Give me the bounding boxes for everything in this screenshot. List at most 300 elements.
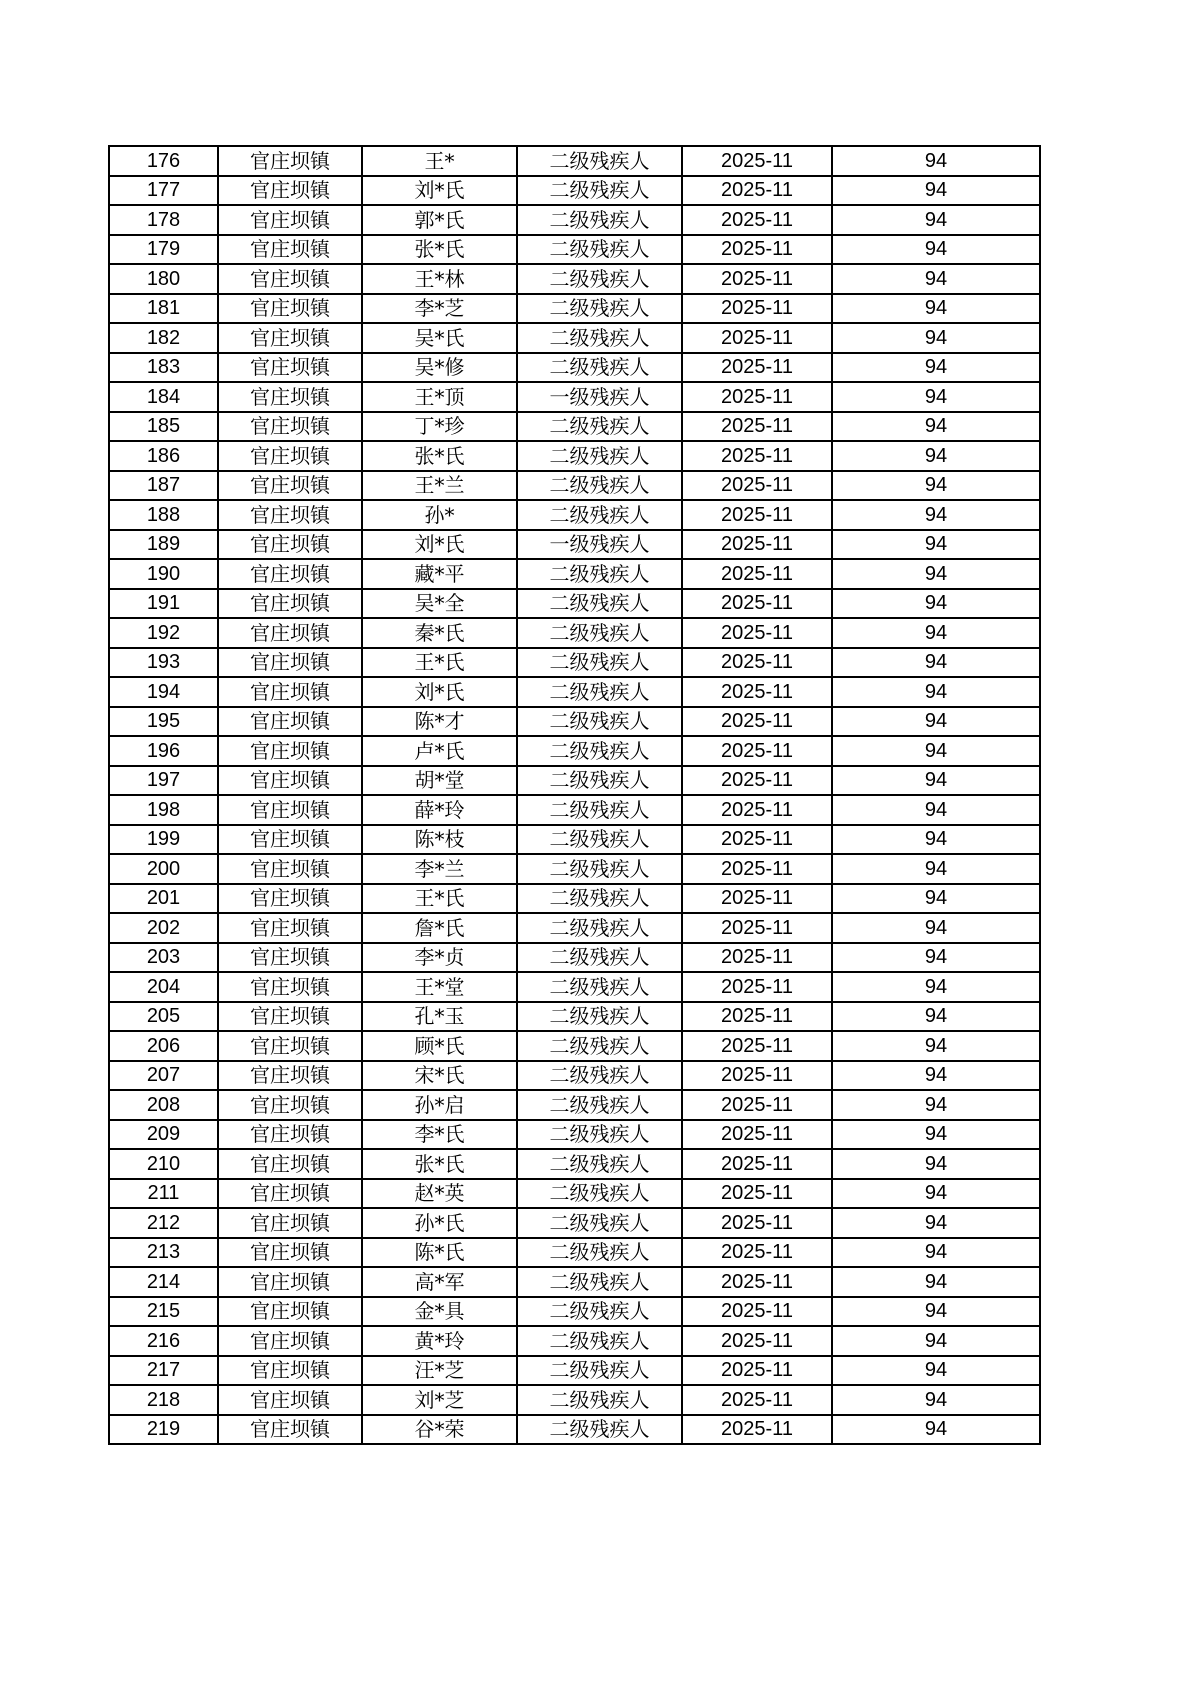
cell-amount: 94 [832, 559, 1040, 589]
cell-payment-month: 2025-11 [682, 677, 832, 707]
cell-person-name: 刘*芝 [362, 1385, 517, 1415]
cell-serial-number: 184 [109, 382, 218, 412]
cell-town: 官庄坝镇 [218, 500, 362, 530]
cell-payment-month: 2025-11 [682, 1238, 832, 1268]
cell-disability-level: 二级残疾人 [517, 884, 682, 914]
cell-payment-month: 2025-11 [682, 1090, 832, 1120]
cell-person-name: 卢*氏 [362, 736, 517, 766]
cell-person-name: 詹*氏 [362, 913, 517, 943]
cell-serial-number: 190 [109, 559, 218, 589]
cell-disability-level: 二级残疾人 [517, 943, 682, 973]
cell-payment-month: 2025-11 [682, 1031, 832, 1061]
cell-person-name: 胡*堂 [362, 766, 517, 796]
cell-town: 官庄坝镇 [218, 294, 362, 324]
cell-serial-number: 197 [109, 766, 218, 796]
cell-person-name: 赵*英 [362, 1179, 517, 1209]
cell-person-name: 李*贞 [362, 943, 517, 973]
table-row [109, 707, 1040, 737]
cell-amount: 94 [832, 854, 1040, 884]
table-row [109, 294, 1040, 324]
cell-amount: 94 [832, 294, 1040, 324]
cell-person-name: 王*堂 [362, 972, 517, 1002]
table-row [109, 441, 1040, 471]
cell-town: 官庄坝镇 [218, 1326, 362, 1356]
cell-serial-number: 202 [109, 913, 218, 943]
cell-payment-month: 2025-11 [682, 795, 832, 825]
cell-amount: 94 [832, 441, 1040, 471]
cell-serial-number: 194 [109, 677, 218, 707]
cell-disability-level: 二级残疾人 [517, 176, 682, 206]
cell-person-name: 李*兰 [362, 854, 517, 884]
cell-serial-number: 211 [109, 1179, 218, 1209]
cell-disability-level: 二级残疾人 [517, 1031, 682, 1061]
cell-disability-level: 二级残疾人 [517, 766, 682, 796]
cell-person-name: 吴*修 [362, 353, 517, 383]
cell-payment-month: 2025-11 [682, 1120, 832, 1150]
cell-serial-number: 205 [109, 1002, 218, 1032]
cell-amount: 94 [832, 589, 1040, 619]
cell-disability-level: 一级残疾人 [517, 382, 682, 412]
cell-serial-number: 207 [109, 1061, 218, 1091]
table-row [109, 677, 1040, 707]
cell-amount: 94 [832, 146, 1040, 176]
table-row [109, 1120, 1040, 1150]
cell-disability-level: 二级残疾人 [517, 1061, 682, 1091]
cell-payment-month: 2025-11 [682, 323, 832, 353]
cell-amount: 94 [832, 795, 1040, 825]
cell-amount: 94 [832, 264, 1040, 294]
table-row [109, 1061, 1040, 1091]
cell-person-name: 孔*玉 [362, 1002, 517, 1032]
cell-disability-level: 二级残疾人 [517, 1179, 682, 1209]
table-row [109, 854, 1040, 884]
cell-disability-level: 二级残疾人 [517, 1120, 682, 1150]
cell-person-name: 刘*氏 [362, 530, 517, 560]
cell-disability-level: 二级残疾人 [517, 146, 682, 176]
table-row [109, 1208, 1040, 1238]
cell-person-name: 秦*氏 [362, 618, 517, 648]
cell-town: 官庄坝镇 [218, 589, 362, 619]
table-row [109, 412, 1040, 442]
cell-payment-month: 2025-11 [682, 471, 832, 501]
cell-person-name: 孙* [362, 500, 517, 530]
cell-amount: 94 [832, 736, 1040, 766]
cell-town: 官庄坝镇 [218, 854, 362, 884]
cell-serial-number: 179 [109, 235, 218, 265]
cell-person-name: 吴*氏 [362, 323, 517, 353]
cell-serial-number: 218 [109, 1385, 218, 1415]
table-row [109, 972, 1040, 1002]
cell-serial-number: 183 [109, 353, 218, 383]
cell-disability-level: 二级残疾人 [517, 559, 682, 589]
cell-serial-number: 178 [109, 205, 218, 235]
cell-town: 官庄坝镇 [218, 677, 362, 707]
cell-serial-number: 189 [109, 530, 218, 560]
cell-disability-level: 二级残疾人 [517, 1267, 682, 1297]
cell-serial-number: 212 [109, 1208, 218, 1238]
cell-payment-month: 2025-11 [682, 1149, 832, 1179]
cell-disability-level: 二级残疾人 [517, 854, 682, 884]
cell-serial-number: 209 [109, 1120, 218, 1150]
table-row [109, 1090, 1040, 1120]
cell-town: 官庄坝镇 [218, 441, 362, 471]
cell-disability-level: 二级残疾人 [517, 1238, 682, 1268]
cell-town: 官庄坝镇 [218, 1149, 362, 1179]
cell-amount: 94 [832, 1090, 1040, 1120]
cell-payment-month: 2025-11 [682, 972, 832, 1002]
cell-town: 官庄坝镇 [218, 1120, 362, 1150]
cell-person-name: 郭*氏 [362, 205, 517, 235]
cell-serial-number: 186 [109, 441, 218, 471]
cell-disability-level: 二级残疾人 [517, 264, 682, 294]
cell-amount: 94 [832, 1238, 1040, 1268]
cell-person-name: 张*氏 [362, 1149, 517, 1179]
table-row [109, 766, 1040, 796]
cell-disability-level: 二级残疾人 [517, 1149, 682, 1179]
cell-amount: 94 [832, 1385, 1040, 1415]
cell-serial-number: 180 [109, 264, 218, 294]
cell-person-name: 丁*珍 [362, 412, 517, 442]
cell-town: 官庄坝镇 [218, 353, 362, 383]
table-row [109, 943, 1040, 973]
cell-town: 官庄坝镇 [218, 913, 362, 943]
cell-payment-month: 2025-11 [682, 825, 832, 855]
cell-serial-number: 217 [109, 1356, 218, 1386]
cell-disability-level: 二级残疾人 [517, 294, 682, 324]
cell-town: 官庄坝镇 [218, 176, 362, 206]
cell-payment-month: 2025-11 [682, 707, 832, 737]
cell-town: 官庄坝镇 [218, 766, 362, 796]
cell-serial-number: 196 [109, 736, 218, 766]
cell-town: 官庄坝镇 [218, 884, 362, 914]
cell-serial-number: 182 [109, 323, 218, 353]
cell-payment-month: 2025-11 [682, 205, 832, 235]
cell-disability-level: 二级残疾人 [517, 589, 682, 619]
cell-amount: 94 [832, 1208, 1040, 1238]
cell-town: 官庄坝镇 [218, 825, 362, 855]
cell-serial-number: 187 [109, 471, 218, 501]
cell-payment-month: 2025-11 [682, 1415, 832, 1445]
cell-payment-month: 2025-11 [682, 884, 832, 914]
cell-amount: 94 [832, 1120, 1040, 1150]
cell-serial-number: 200 [109, 854, 218, 884]
cell-person-name: 王* [362, 146, 517, 176]
table-row [109, 795, 1040, 825]
cell-payment-month: 2025-11 [682, 294, 832, 324]
cell-payment-month: 2025-11 [682, 648, 832, 678]
cell-disability-level: 二级残疾人 [517, 235, 682, 265]
cell-amount: 94 [832, 412, 1040, 442]
table-row [109, 1031, 1040, 1061]
cell-amount: 94 [832, 618, 1040, 648]
cell-town: 官庄坝镇 [218, 205, 362, 235]
cell-town: 官庄坝镇 [218, 1356, 362, 1386]
table-row [109, 1326, 1040, 1356]
cell-payment-month: 2025-11 [682, 235, 832, 265]
cell-payment-month: 2025-11 [682, 559, 832, 589]
cell-amount: 94 [832, 1061, 1040, 1091]
cell-amount: 94 [832, 913, 1040, 943]
table-row [109, 1356, 1040, 1386]
cell-town: 官庄坝镇 [218, 382, 362, 412]
table-row [109, 1415, 1040, 1445]
cell-payment-month: 2025-11 [682, 441, 832, 471]
cell-town: 官庄坝镇 [218, 618, 362, 648]
cell-amount: 94 [832, 1031, 1040, 1061]
cell-person-name: 陈*氏 [362, 1238, 517, 1268]
cell-serial-number: 192 [109, 618, 218, 648]
cell-town: 官庄坝镇 [218, 264, 362, 294]
table-row [109, 618, 1040, 648]
cell-town: 官庄坝镇 [218, 1061, 362, 1091]
cell-serial-number: 199 [109, 825, 218, 855]
cell-payment-month: 2025-11 [682, 913, 832, 943]
cell-town: 官庄坝镇 [218, 1179, 362, 1209]
cell-disability-level: 二级残疾人 [517, 648, 682, 678]
cell-town: 官庄坝镇 [218, 648, 362, 678]
cell-amount: 94 [832, 972, 1040, 1002]
cell-person-name: 藏*平 [362, 559, 517, 589]
table-row [109, 146, 1040, 176]
cell-town: 官庄坝镇 [218, 412, 362, 442]
cell-serial-number: 188 [109, 500, 218, 530]
cell-payment-month: 2025-11 [682, 500, 832, 530]
table-row [109, 1238, 1040, 1268]
table-row [109, 913, 1040, 943]
cell-town: 官庄坝镇 [218, 1297, 362, 1327]
cell-town: 官庄坝镇 [218, 795, 362, 825]
cell-serial-number: 201 [109, 884, 218, 914]
cell-person-name: 吴*全 [362, 589, 517, 619]
cell-payment-month: 2025-11 [682, 1002, 832, 1032]
cell-person-name: 汪*芝 [362, 1356, 517, 1386]
cell-town: 官庄坝镇 [218, 1208, 362, 1238]
cell-person-name: 宋*氏 [362, 1061, 517, 1091]
cell-amount: 94 [832, 500, 1040, 530]
cell-amount: 94 [832, 1149, 1040, 1179]
cell-person-name: 陈*才 [362, 707, 517, 737]
cell-payment-month: 2025-11 [682, 766, 832, 796]
table-row [109, 1002, 1040, 1032]
cell-payment-month: 2025-11 [682, 1267, 832, 1297]
table-row [109, 353, 1040, 383]
cell-person-name: 王*氏 [362, 884, 517, 914]
cell-amount: 94 [832, 1356, 1040, 1386]
cell-town: 官庄坝镇 [218, 972, 362, 1002]
cell-payment-month: 2025-11 [682, 589, 832, 619]
cell-person-name: 刘*氏 [362, 176, 517, 206]
cell-amount: 94 [832, 530, 1040, 560]
cell-person-name: 李*芝 [362, 294, 517, 324]
cell-town: 官庄坝镇 [218, 1031, 362, 1061]
table-row [109, 176, 1040, 206]
cell-town: 官庄坝镇 [218, 559, 362, 589]
cell-payment-month: 2025-11 [682, 530, 832, 560]
cell-town: 官庄坝镇 [218, 1238, 362, 1268]
cell-serial-number: 208 [109, 1090, 218, 1120]
cell-disability-level: 一级残疾人 [517, 530, 682, 560]
cell-disability-level: 二级残疾人 [517, 677, 682, 707]
cell-person-name: 薛*玲 [362, 795, 517, 825]
cell-disability-level: 二级残疾人 [517, 1297, 682, 1327]
cell-amount: 94 [832, 943, 1040, 973]
cell-serial-number: 219 [109, 1415, 218, 1445]
cell-payment-month: 2025-11 [682, 1179, 832, 1209]
table-row [109, 500, 1040, 530]
cell-amount: 94 [832, 235, 1040, 265]
cell-town: 官庄坝镇 [218, 1090, 362, 1120]
cell-person-name: 顾*氏 [362, 1031, 517, 1061]
cell-disability-level: 二级残疾人 [517, 736, 682, 766]
cell-town: 官庄坝镇 [218, 146, 362, 176]
cell-amount: 94 [832, 1415, 1040, 1445]
cell-amount: 94 [832, 205, 1040, 235]
cell-town: 官庄坝镇 [218, 736, 362, 766]
cell-amount: 94 [832, 1002, 1040, 1032]
cell-person-name: 孙*启 [362, 1090, 517, 1120]
cell-amount: 94 [832, 677, 1040, 707]
table-row [109, 382, 1040, 412]
cell-payment-month: 2025-11 [682, 1385, 832, 1415]
table-row [109, 648, 1040, 678]
cell-person-name: 谷*荣 [362, 1415, 517, 1445]
cell-serial-number: 198 [109, 795, 218, 825]
table-row [109, 235, 1040, 265]
cell-payment-month: 2025-11 [682, 176, 832, 206]
cell-payment-month: 2025-11 [682, 1061, 832, 1091]
cell-payment-month: 2025-11 [682, 382, 832, 412]
table-row [109, 1267, 1040, 1297]
cell-disability-level: 二级残疾人 [517, 471, 682, 501]
cell-amount: 94 [832, 884, 1040, 914]
cell-payment-month: 2025-11 [682, 1356, 832, 1386]
cell-serial-number: 213 [109, 1238, 218, 1268]
cell-serial-number: 177 [109, 176, 218, 206]
cell-disability-level: 二级残疾人 [517, 1326, 682, 1356]
cell-amount: 94 [832, 1297, 1040, 1327]
cell-amount: 94 [832, 1326, 1040, 1356]
cell-amount: 94 [832, 825, 1040, 855]
cell-town: 官庄坝镇 [218, 235, 362, 265]
cell-serial-number: 176 [109, 146, 218, 176]
cell-town: 官庄坝镇 [218, 943, 362, 973]
table-row [109, 736, 1040, 766]
cell-amount: 94 [832, 648, 1040, 678]
table-row [109, 1179, 1040, 1209]
cell-serial-number: 215 [109, 1297, 218, 1327]
cell-payment-month: 2025-11 [682, 264, 832, 294]
cell-town: 官庄坝镇 [218, 1002, 362, 1032]
cell-person-name: 高*军 [362, 1267, 517, 1297]
cell-serial-number: 191 [109, 589, 218, 619]
cell-person-name: 金*具 [362, 1297, 517, 1327]
table-row [109, 1385, 1040, 1415]
cell-disability-level: 二级残疾人 [517, 618, 682, 648]
cell-serial-number: 203 [109, 943, 218, 973]
table-body [109, 146, 1040, 1444]
cell-person-name: 李*氏 [362, 1120, 517, 1150]
cell-disability-level: 二级残疾人 [517, 1415, 682, 1445]
table-row [109, 471, 1040, 501]
cell-town: 官庄坝镇 [218, 323, 362, 353]
cell-serial-number: 210 [109, 1149, 218, 1179]
cell-disability-level: 二级残疾人 [517, 353, 682, 383]
cell-payment-month: 2025-11 [682, 736, 832, 766]
cell-disability-level: 二级残疾人 [517, 707, 682, 737]
cell-serial-number: 204 [109, 972, 218, 1002]
cell-amount: 94 [832, 353, 1040, 383]
table-row [109, 530, 1040, 560]
cell-disability-level: 二级残疾人 [517, 1356, 682, 1386]
cell-payment-month: 2025-11 [682, 353, 832, 383]
cell-disability-level: 二级残疾人 [517, 323, 682, 353]
cell-amount: 94 [832, 707, 1040, 737]
cell-serial-number: 193 [109, 648, 218, 678]
cell-serial-number: 195 [109, 707, 218, 737]
cell-payment-month: 2025-11 [682, 618, 832, 648]
table-row [109, 1149, 1040, 1179]
table-row [109, 264, 1040, 294]
table-row [109, 884, 1040, 914]
table-row [109, 1297, 1040, 1327]
cell-payment-month: 2025-11 [682, 854, 832, 884]
cell-person-name: 张*氏 [362, 441, 517, 471]
cell-serial-number: 214 [109, 1267, 218, 1297]
cell-disability-level: 二级残疾人 [517, 1002, 682, 1032]
cell-serial-number: 185 [109, 412, 218, 442]
cell-amount: 94 [832, 1179, 1040, 1209]
cell-disability-level: 二级残疾人 [517, 795, 682, 825]
cell-town: 官庄坝镇 [218, 1267, 362, 1297]
cell-payment-month: 2025-11 [682, 1326, 832, 1356]
cell-serial-number: 216 [109, 1326, 218, 1356]
cell-amount: 94 [832, 176, 1040, 206]
cell-disability-level: 二级残疾人 [517, 412, 682, 442]
cell-disability-level: 二级残疾人 [517, 913, 682, 943]
cell-person-name: 黄*玲 [362, 1326, 517, 1356]
cell-payment-month: 2025-11 [682, 943, 832, 973]
cell-person-name: 王*林 [362, 264, 517, 294]
cell-payment-month: 2025-11 [682, 412, 832, 442]
cell-amount: 94 [832, 471, 1040, 501]
cell-person-name: 孙*氏 [362, 1208, 517, 1238]
cell-disability-level: 二级残疾人 [517, 1090, 682, 1120]
table-row [109, 559, 1040, 589]
cell-person-name: 陈*枝 [362, 825, 517, 855]
cell-town: 官庄坝镇 [218, 1415, 362, 1445]
cell-amount: 94 [832, 766, 1040, 796]
cell-serial-number: 181 [109, 294, 218, 324]
cell-disability-level: 二级残疾人 [517, 441, 682, 471]
cell-person-name: 张*氏 [362, 235, 517, 265]
table-row [109, 825, 1040, 855]
cell-disability-level: 二级残疾人 [517, 500, 682, 530]
cell-town: 官庄坝镇 [218, 530, 362, 560]
cell-amount: 94 [832, 1267, 1040, 1297]
cell-disability-level: 二级残疾人 [517, 825, 682, 855]
cell-payment-month: 2025-11 [682, 1208, 832, 1238]
cell-amount: 94 [832, 323, 1040, 353]
table-row [109, 323, 1040, 353]
cell-payment-month: 2025-11 [682, 146, 832, 176]
cell-town: 官庄坝镇 [218, 707, 362, 737]
cell-person-name: 刘*氏 [362, 677, 517, 707]
cell-disability-level: 二级残疾人 [517, 205, 682, 235]
cell-person-name: 王*氏 [362, 648, 517, 678]
cell-disability-level: 二级残疾人 [517, 972, 682, 1002]
table-row [109, 589, 1040, 619]
cell-disability-level: 二级残疾人 [517, 1208, 682, 1238]
